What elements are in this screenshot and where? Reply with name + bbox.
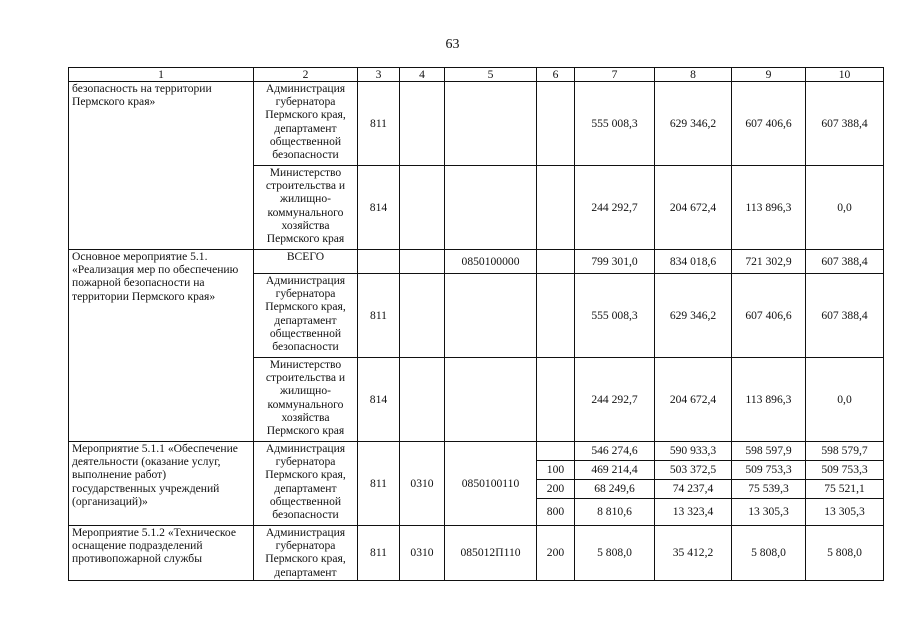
col4-cell: 0310 bbox=[400, 526, 445, 581]
col8-cell: 35 412,2 bbox=[655, 526, 732, 581]
col6-cell: 800 bbox=[537, 499, 575, 526]
activity-name: безопасность на территории Пермского края» bbox=[69, 82, 254, 250]
header-cell: 7 bbox=[575, 68, 655, 82]
col7-cell: 799 301,0 bbox=[575, 250, 655, 274]
col5-cell bbox=[445, 166, 537, 250]
header-cell: 9 bbox=[732, 68, 806, 82]
col9-cell: 13 305,3 bbox=[732, 499, 806, 526]
col7-cell: 244 292,7 bbox=[575, 358, 655, 442]
col4-cell bbox=[400, 358, 445, 442]
executor: ВСЕГО bbox=[254, 250, 358, 274]
header-cell: 3 bbox=[358, 68, 400, 82]
col9-cell: 75 539,3 bbox=[732, 480, 806, 499]
col6-cell: 100 bbox=[537, 461, 575, 480]
col6-cell bbox=[537, 82, 575, 166]
col10-cell: 75 521,1 bbox=[806, 480, 884, 499]
col4-cell bbox=[400, 166, 445, 250]
col10-cell: 607 388,4 bbox=[806, 250, 884, 274]
col10-cell: 509 753,3 bbox=[806, 461, 884, 480]
page-number: 63 bbox=[445, 37, 460, 52]
header-cell: 6 bbox=[537, 68, 575, 82]
col3-cell: 811 bbox=[358, 274, 400, 358]
col6-cell: 200 bbox=[537, 480, 575, 499]
col9-cell: 509 753,3 bbox=[732, 461, 806, 480]
header-cell: 2 bbox=[254, 68, 358, 82]
col3-cell: 811 bbox=[358, 442, 400, 526]
col8-cell: 590 933,3 bbox=[655, 442, 732, 461]
col10-cell: 0,0 bbox=[806, 166, 884, 250]
budget-table bbox=[68, 67, 884, 581]
col9-cell: 5 808,0 bbox=[732, 526, 806, 581]
activity-name: Основное мероприятие 5.1. «Реализация мер по обеспечению пожарной безопасности на территории Пермского края» bbox=[69, 250, 254, 442]
col8-cell: 629 346,2 bbox=[655, 274, 732, 358]
header-cell: 4 bbox=[400, 68, 445, 82]
col5-cell: 0850100000 bbox=[445, 250, 537, 274]
executor: Администрация губернатора Пермского края, департамент общественной безопасности bbox=[254, 442, 358, 526]
col9-cell: 607 406,6 bbox=[732, 82, 806, 166]
col4-cell bbox=[400, 82, 445, 166]
col9-cell: 721 302,9 bbox=[732, 250, 806, 274]
activity-name: Мероприятие 5.1.1 «Обеспечение деятельности (оказание услуг, выполнение работ) государственных учреждений (организаций)» bbox=[69, 442, 254, 526]
col7-cell: 68 249,6 bbox=[575, 480, 655, 499]
col7-cell: 469 214,4 bbox=[575, 461, 655, 480]
col8-cell: 503 372,5 bbox=[655, 461, 732, 480]
col6-cell bbox=[537, 442, 575, 461]
header-cell: 8 bbox=[655, 68, 732, 82]
col3-cell: 814 bbox=[358, 358, 400, 442]
col3-cell: 811 bbox=[358, 526, 400, 581]
col5-cell bbox=[445, 274, 537, 358]
col5-cell: 0850100110 bbox=[445, 442, 537, 526]
col10-cell: 0,0 bbox=[806, 358, 884, 442]
header-row bbox=[69, 68, 884, 82]
executor: Администрация губернатора Пермского края, департамент bbox=[254, 526, 358, 581]
col10-cell: 5 808,0 bbox=[806, 526, 884, 581]
col3-cell bbox=[358, 250, 400, 274]
col5-cell bbox=[445, 358, 537, 442]
table-row bbox=[69, 250, 884, 274]
col5-cell: 085012П110 bbox=[445, 526, 537, 581]
col8-cell: 834 018,6 bbox=[655, 250, 732, 274]
col9-cell: 607 406,6 bbox=[732, 274, 806, 358]
col6-cell: 200 bbox=[537, 526, 575, 581]
table-row bbox=[69, 82, 884, 166]
col3-cell: 814 bbox=[358, 166, 400, 250]
col7-cell: 555 008,3 bbox=[575, 274, 655, 358]
header-cell: 1 bbox=[69, 68, 254, 82]
col10-cell: 598 579,7 bbox=[806, 442, 884, 461]
col9-cell: 598 597,9 bbox=[732, 442, 806, 461]
table-row bbox=[69, 442, 884, 461]
header-cell: 10 bbox=[806, 68, 884, 82]
executor: Администрация губернатора Пермского края, департамент общественной безопасности bbox=[254, 82, 358, 166]
col5-cell bbox=[445, 82, 537, 166]
col10-cell: 607 388,4 bbox=[806, 82, 884, 166]
col9-cell: 113 896,3 bbox=[732, 358, 806, 442]
col4-cell bbox=[400, 250, 445, 274]
col8-cell: 204 672,4 bbox=[655, 166, 732, 250]
col7-cell: 5 808,0 bbox=[575, 526, 655, 581]
col8-cell: 204 672,4 bbox=[655, 358, 732, 442]
executor: Министерство строительства и жилищно-коммунального хозяйства Пермского края bbox=[254, 166, 358, 250]
col4-cell bbox=[400, 274, 445, 358]
col9-cell: 113 896,3 bbox=[732, 166, 806, 250]
col7-cell: 244 292,7 bbox=[575, 166, 655, 250]
col10-cell: 607 388,4 bbox=[806, 274, 884, 358]
activity-name: Мероприятие 5.1.2 «Техническое оснащение подразделений противопожарной службы bbox=[69, 526, 254, 581]
col8-cell: 629 346,2 bbox=[655, 82, 732, 166]
col4-cell: 0310 bbox=[400, 442, 445, 526]
col3-cell: 811 bbox=[358, 82, 400, 166]
col7-cell: 546 274,6 bbox=[575, 442, 655, 461]
col6-cell bbox=[537, 250, 575, 274]
col10-cell: 13 305,3 bbox=[806, 499, 884, 526]
col7-cell: 8 810,6 bbox=[575, 499, 655, 526]
executor: Администрация губернатора Пермского края, департамент общественной безопасности bbox=[254, 274, 358, 358]
col6-cell bbox=[537, 358, 575, 442]
header-cell: 5 bbox=[445, 68, 537, 82]
executor: Министерство строительства и жилищно-коммунального хозяйства Пермского края bbox=[254, 358, 358, 442]
col7-cell: 555 008,3 bbox=[575, 82, 655, 166]
col6-cell bbox=[537, 166, 575, 250]
col8-cell: 13 323,4 bbox=[655, 499, 732, 526]
col6-cell bbox=[537, 274, 575, 358]
table-row bbox=[69, 526, 884, 581]
col8-cell: 74 237,4 bbox=[655, 480, 732, 499]
